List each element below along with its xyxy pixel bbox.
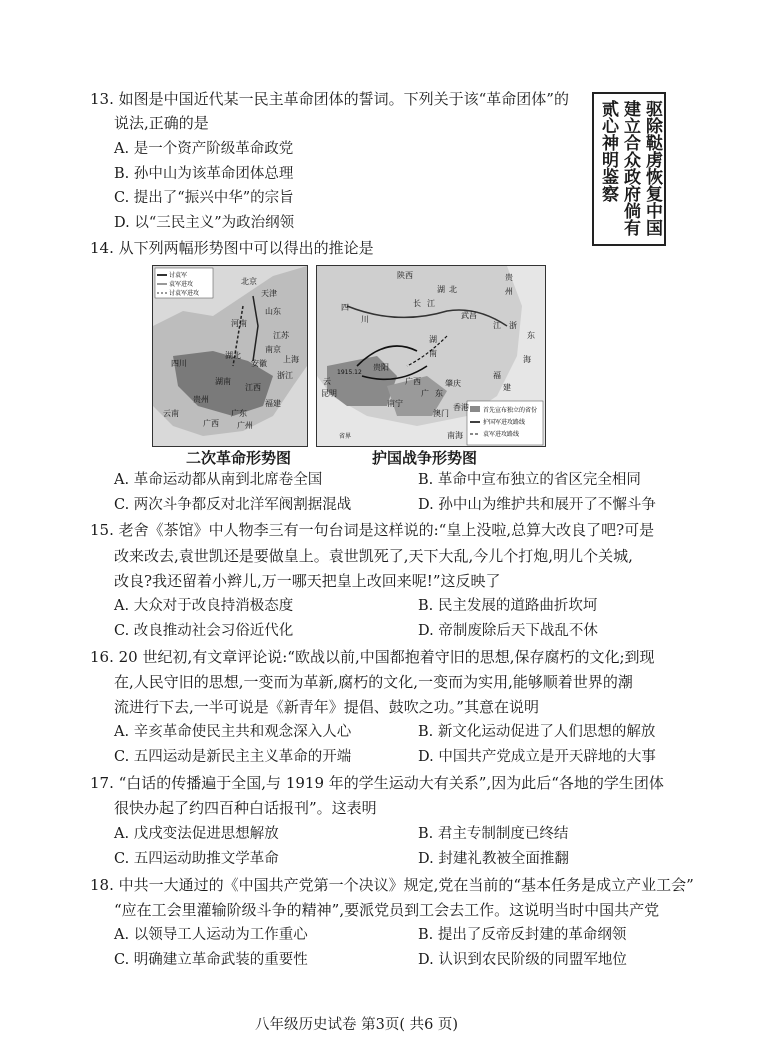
map2-label: 贵	[505, 273, 513, 282]
q15-line1: 15. 老舍《茶馆》中人物李三有一句台词是这样说的:“皇上没啦,总算大改良了吧?可是	[90, 521, 655, 539]
map-second-revolution-svg	[153, 266, 307, 446]
map1-label: 北京	[241, 277, 257, 286]
q16-option-d: D. 中国共产党成立是开天辟地的大事	[418, 749, 656, 765]
map1-label: 安徽	[251, 359, 267, 368]
map2-label: 省界	[339, 433, 352, 440]
map1-label: 南京	[265, 345, 281, 354]
map1-label: 上海	[283, 355, 299, 364]
q18-line2: “应在工会里灌输阶级斗争的精神”,要派党员到工会去工作。这说明当时中国共产党	[114, 901, 660, 919]
q15-option-a: A. 大众对于改良持消极态度	[114, 598, 294, 614]
page-footer: 八年级历史试卷 第3页( 共6 页)	[255, 1017, 459, 1033]
map1-label: 四川	[171, 359, 187, 368]
map2-label: 肇庆	[445, 379, 461, 388]
map1-legend-3: 讨袁军进攻	[169, 290, 200, 297]
q17-line1: 17. “白话的传播遍于全国,与 1919 年的学生运动大有关系”,因为此后“各地的学生团体	[90, 774, 664, 792]
q17-option-d: D. 封建礼教被全面推翻	[418, 851, 569, 867]
map2-label: 浙	[509, 321, 517, 330]
q17-line2: 很快办起了约四百种白话报刊”。这表明	[114, 799, 377, 817]
map2-label: 海	[523, 355, 531, 364]
map1-label: 贵州	[193, 395, 209, 404]
q13-option-b: B. 孙中山为该革命团体总理	[114, 166, 294, 182]
map1-legend-1: 讨袁军	[169, 272, 188, 279]
map2-label: 湖	[437, 285, 445, 294]
q15-line2: 改来改去,袁世凯还是要做皇上。袁世凯死了,天下大乱,今儿个打炮,明儿个关城,	[114, 547, 633, 565]
map2-label: 香港	[453, 403, 469, 412]
q15-option-c: C. 改良推动社会习俗近代化	[114, 623, 294, 639]
map1-label: 湖北	[225, 351, 241, 360]
map2-label: 福	[493, 371, 501, 380]
oath-box	[592, 92, 666, 246]
map2-label: 长	[413, 299, 421, 308]
q15-option-b: B. 民主发展的道路曲折坎坷	[418, 598, 598, 614]
q13-stem-line2: 说法,正确的是	[114, 114, 209, 132]
q18-option-b: B. 提出了反帝反封建的革命纲领	[418, 927, 627, 943]
map2-caption: 护国战争形势图	[372, 449, 478, 467]
q16-option-b: B. 新文化运动促进了人们思想的解放	[418, 724, 656, 740]
map2-label: 江	[493, 321, 501, 330]
map2-label: 贵阳	[373, 363, 389, 372]
q13-stem-line1: 13. 如图是中国近代某一民主革命团体的誓词。下列关于该“革命团体”的	[90, 90, 569, 108]
q13-option-d: D. 以“三民主义”为政治纲领	[114, 215, 295, 231]
map2-label: 建	[503, 383, 511, 392]
map2-legend-2: 护国军进攻路线	[483, 419, 526, 426]
map2-label: 1915.12	[337, 369, 362, 376]
q18-line1: 18. 中共一大通过的《中国共产党第一个决议》规定,党在当前的“基本任务是成立产业工会”	[90, 876, 694, 894]
map1-label: 浙江	[277, 371, 293, 380]
q18-option-a: A. 以领导工人运动为工作重心	[114, 927, 308, 943]
map1-label: 山东	[265, 307, 281, 316]
map2-label: 湖	[429, 335, 437, 344]
map-national-protection-war-svg	[317, 266, 545, 446]
map2-legend-1: 首先宣布独立的省份	[483, 407, 538, 414]
map2-label: 东	[435, 389, 443, 398]
oath-column-2: 建立合众政府倘有	[620, 100, 640, 236]
map1-label: 福建	[265, 399, 281, 408]
oath-column-3: 贰心神明鉴察	[598, 100, 618, 202]
q14-option-a: A. 革命运动都从南到北席卷全国	[114, 472, 323, 488]
map1-label: 广东	[231, 409, 247, 418]
q16-line1: 16. 20 世纪初,有文章评论说:“欧战以前,中国都抱着守旧的思想,保存腐朽的文化;到现	[90, 648, 655, 666]
q16-line3: 流进行下去,一半可说是《新青年》提倡、鼓吹之功。”其意在说明	[114, 698, 539, 716]
map2-label: 北	[449, 285, 457, 294]
map2-label: 澳门	[433, 409, 449, 418]
q15-line3: 改良?我还留着小辫儿,万一哪天把皇上改回来呢!”这反映了	[114, 572, 501, 590]
map2-label: 江	[427, 299, 435, 308]
map-second-revolution	[152, 265, 308, 447]
map1-label: 江西	[245, 383, 261, 392]
q16-option-c: C. 五四运动是新民主主义革命的开端	[114, 749, 352, 765]
map2-label: 四	[341, 303, 349, 312]
map2-label: 陕西	[397, 271, 413, 280]
map2-legend-3: 袁军进攻路线	[483, 431, 520, 438]
map2-label: 川	[361, 315, 369, 324]
map1-label: 广西	[203, 419, 219, 428]
map2-label: 广西	[405, 377, 421, 386]
map2-label: 昆明	[321, 389, 337, 398]
map2-label: 南	[429, 349, 437, 358]
map2-label: 云	[323, 377, 331, 386]
map2-label: 武昌	[461, 311, 477, 320]
oath-column-1: 驱除鞑虏恢复中国	[642, 100, 662, 236]
map1-label: 天津	[261, 289, 277, 298]
map1-label: 河南	[231, 319, 247, 328]
map1-caption: 二次革命形势图	[186, 449, 292, 467]
map1-label: 云南	[163, 409, 179, 418]
q18-option-c: C. 明确建立革命武装的重要性	[114, 952, 308, 968]
q14-option-d: D. 孙中山为维护共和展开了不懈斗争	[418, 497, 656, 513]
map1-label: 广州	[237, 421, 253, 430]
q14-stem: 14. 从下列两幅形势图中可以得出的推论是	[90, 239, 374, 257]
q13-option-a: A. 是一个资产阶级革命政党	[114, 141, 294, 157]
map1-label: 湖南	[215, 377, 231, 386]
q16-line2: 在,人民守旧的思想,一变而为革新,腐朽的文化,一变而为实用,能够顺着世界的潮	[114, 673, 633, 691]
map2-label: 东	[527, 331, 535, 340]
map2-label: 州	[505, 287, 513, 296]
map-national-protection-war	[316, 265, 546, 447]
q18-option-d: D. 认识到农民阶级的同盟军地位	[418, 952, 627, 968]
q14-option-c: C. 两次斗争都反对北洋军阀割据混战	[114, 497, 352, 513]
q13-option-c: C. 提出了“振兴中华”的宗旨	[114, 190, 294, 206]
q16-option-a: A. 辛亥革命使民主共和观念深入人心	[114, 724, 352, 740]
map2-label: 南海	[447, 431, 463, 440]
q15-option-d: D. 帝制废除后天下战乱不休	[418, 623, 598, 639]
q17-option-b: B. 君主专制制度已终结	[418, 826, 569, 842]
q17-option-a: A. 戊戌变法促进思想解放	[114, 826, 279, 842]
map1-label: 江苏	[273, 331, 289, 340]
map1-legend-2: 袁军进攻	[169, 281, 194, 288]
q14-option-b: B. 革命中宣布独立的省区完全相同	[418, 472, 641, 488]
q17-option-c: C. 五四运动助推文学革命	[114, 851, 279, 867]
map2-label: 南宁	[387, 399, 403, 408]
map2-label: 广	[421, 389, 429, 398]
